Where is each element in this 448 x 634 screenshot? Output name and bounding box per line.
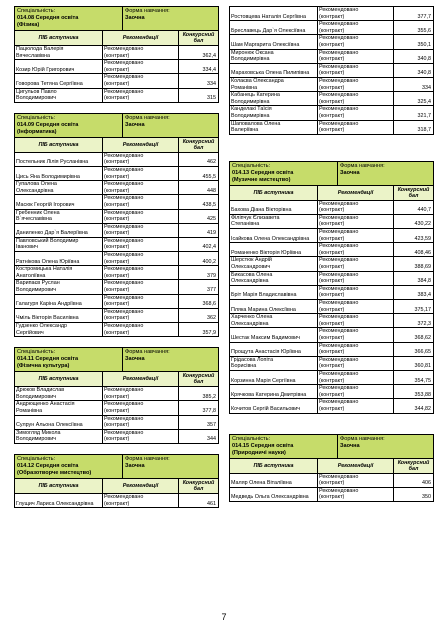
competitive-score: 419 [207, 230, 216, 237]
table-row [15, 195, 218, 209]
applicant-name: Ростовцева Наталія Сергіївна [230, 7, 318, 20]
competitive-score: 321,7 [417, 112, 431, 119]
applicant-name: Пляка Марина Олексіївна [230, 300, 318, 313]
column-header-score: Конкурсний бал [182, 373, 215, 386]
table-row [230, 300, 433, 314]
column-header-name: ПІБ вступника [15, 479, 103, 493]
study-form-label: Форма навчання: [125, 114, 170, 121]
table-row [15, 46, 218, 60]
applicant-name: Масюк Георгій Ігорович [15, 195, 103, 208]
table-row [230, 399, 433, 412]
study-form-label: Форма навчання: [125, 8, 170, 14]
applicant-name: Шам Маргарита Олексіївна [230, 35, 318, 48]
applicant-name: Романенко Вікторія Юріївна [230, 243, 318, 256]
specialty-cell [15, 348, 123, 371]
recommendation: Рекомендовано (контракт) [318, 314, 394, 327]
applicant-name: Чміль Вікторія Василівна [15, 309, 103, 322]
recommendation: Рекомендовано (контракт) [318, 357, 394, 370]
table-row [230, 106, 433, 120]
recommendation: Рекомендовано (контракт) [103, 387, 179, 400]
table-row [15, 280, 218, 294]
column-header-name: ПІБ вступника [15, 372, 103, 386]
recommendation: Рекомендовано (контракт) [103, 295, 179, 308]
table-row [230, 371, 433, 385]
table-row [15, 238, 218, 252]
table-row [230, 7, 433, 21]
competitive-score: 377,8 [202, 407, 216, 414]
applicant-name: Філіпчук Єлизавета Степанівна [230, 215, 318, 228]
admission-table [14, 113, 219, 337]
study-form-label: Форма навчання: [340, 435, 385, 442]
competitive-score: 438,5 [202, 201, 216, 208]
competitive-score: 388,69 [414, 264, 431, 271]
specialty-cell [230, 162, 338, 185]
table-row [230, 286, 433, 300]
table-header [15, 31, 218, 46]
competitive-score: 430,22 [414, 221, 431, 228]
specialty-header [15, 114, 218, 138]
table-row [230, 343, 433, 357]
table-row [230, 357, 433, 371]
recommendation: Рекомендовано (контракт) [318, 488, 394, 501]
recommendation: Рекомендовано (контракт) [318, 343, 394, 356]
applicant-name: Говорова Тетяна Сергіївна [15, 74, 103, 87]
table-row [15, 60, 218, 74]
column-header-recommendation: Рекомендації [318, 459, 394, 473]
recommendation: Рекомендовано (контракт) [103, 195, 179, 208]
column-header-score: Конкурсний бал [397, 186, 430, 199]
competitive-score: 377 [207, 287, 216, 294]
recommendation: Рекомендовано (контракт) [103, 181, 179, 194]
study-form-label: Форма навчання: [125, 455, 170, 462]
table-row [230, 35, 433, 49]
competitive-score: 334,4 [202, 66, 216, 73]
competitive-score: 355,6 [417, 27, 431, 34]
study-form-cell [123, 455, 218, 478]
recommendation: Рекомендовано (контракт) [318, 106, 394, 119]
applicant-name: Прощута Анастасія Юріївна [230, 343, 318, 356]
applicant-name: Гребенник Олена В`ячеславівна [15, 210, 103, 223]
study-form-label: Форма навчання: [125, 349, 170, 356]
recommendation: Рекомендовано (контракт) [318, 7, 394, 20]
recommendation: Рекомендовано (контракт) [318, 385, 394, 398]
admission-table [229, 6, 434, 135]
recommendation: Рекомендовано (контракт) [318, 121, 394, 134]
competitive-score: 318,7 [417, 127, 431, 134]
applicant-name: Ратнікова Олена Юріївна [15, 252, 103, 265]
table-row [15, 323, 218, 336]
applicant-name: Шерстюк Андрій Олександрович [230, 257, 318, 270]
recommendation: Рекомендовано (контракт) [318, 92, 394, 105]
applicant-name: Шаповалова Олена Валеріївна [230, 121, 318, 134]
recommendation: Рекомендовано (контракт) [103, 224, 179, 237]
specialty-label: Спеціальність: [17, 8, 56, 14]
table-row [15, 295, 218, 309]
table-row [15, 181, 218, 195]
table-row [230, 215, 433, 229]
recommendation: Рекомендовано (контракт) [103, 430, 179, 443]
competitive-score: 425 [207, 216, 216, 223]
column-header-recommendation: Рекомендації [318, 186, 394, 200]
specialty-label: Спеціальність: [232, 435, 271, 442]
table-row [230, 488, 433, 501]
table-header [15, 479, 218, 494]
applicant-name: Кочитов Сергій Васильович [230, 399, 318, 412]
recommendation: Рекомендовано (контракт) [318, 328, 394, 341]
applicant-name: Медведь Ольга Олександрівна [230, 488, 318, 501]
recommendation: Рекомендовано (контракт) [103, 309, 179, 322]
competitive-score: 383,4 [417, 292, 431, 299]
table-row [230, 257, 433, 271]
column-header-name: ПІБ вступника [230, 459, 318, 473]
specialty-label: Спеціальність: [232, 162, 271, 169]
competitive-score: 344,82 [414, 405, 431, 412]
recommendation: Рекомендовано (контракт) [318, 272, 394, 285]
competitive-score: 350,1 [417, 41, 431, 48]
recommendation: Рекомендовано (контракт) [103, 280, 179, 293]
specialty-name: (Музичне мистецтво) [232, 176, 291, 183]
recommendation: Рекомендовано (контракт) [103, 238, 179, 251]
study-form-label: Форма навчання: [340, 162, 385, 169]
competitive-score: 440,7 [417, 207, 431, 214]
specialty-name: (Образотворче мистецтво) [17, 469, 92, 476]
applicant-name: Цись Яна Володимирівна [15, 167, 103, 180]
applicant-name: Мараховська Олена Пилипівна [230, 64, 318, 77]
table-row [15, 401, 218, 415]
recommendation: Рекомендовано (контракт) [103, 494, 179, 507]
specialty-name: 014.12 Середня освіта [17, 462, 79, 469]
specialty-name: (Природничі науки) [232, 449, 286, 456]
applicant-name: Кабанець Катерина Володимирівна [230, 92, 318, 105]
left-column [14, 6, 219, 518]
applicant-name: Павловський Володимир Іванович [15, 238, 103, 251]
specialty-header [230, 435, 433, 459]
column-header-recommendation: Рекомендації [103, 479, 179, 493]
applicant-name: Варипаєв Руслан Володимирович [15, 280, 103, 293]
table-row [15, 210, 218, 224]
specialty-name: (Фізика) [17, 22, 40, 28]
table-row [15, 266, 218, 280]
table-header [230, 186, 433, 201]
specialty-header [15, 455, 218, 479]
table-row [230, 229, 433, 243]
competitive-score: 353,88 [414, 391, 431, 398]
study-form-value: Заочна [340, 442, 360, 449]
applicant-name: Цигульов Павло Володимирович [15, 89, 103, 102]
applicant-name: Глущич Лариса Олександрівна [15, 494, 103, 507]
competitive-score: 344 [207, 436, 216, 443]
applicant-name: Корзинна Марія Сергіївна [230, 371, 318, 384]
table-row [230, 385, 433, 399]
competitive-score: 362,4 [202, 52, 216, 59]
table-row [230, 243, 433, 257]
competitive-score: 384,8 [417, 278, 431, 285]
competitive-score: 368,62 [414, 334, 431, 341]
competitive-score: 462 [207, 159, 216, 166]
recommendation: Рекомендовано (контракт) [103, 323, 179, 336]
table-row [230, 121, 433, 134]
specialty-label: Спеціальність: [17, 114, 56, 121]
applicant-name: Пацюлода Валерія Вячеславівна [15, 46, 103, 59]
table-row [15, 309, 218, 323]
recommendation: Рекомендовано (контракт) [318, 229, 394, 242]
column-header-recommendation: Рекомендації [103, 31, 179, 45]
recommendation: Рекомендовано (контракт) [318, 78, 394, 91]
specialty-cell [230, 435, 338, 458]
applicant-name: Бахова Діана Вікторівна [230, 201, 318, 214]
admission-table [229, 161, 434, 414]
applicant-name: Шестак Максим Вадимович [230, 328, 318, 341]
competitive-score: 400,2 [202, 258, 216, 265]
competitive-score: 366,65 [414, 349, 431, 356]
applicant-name: Ісайкова Олена Олександрівна [230, 229, 318, 242]
applicant-name: Галагуря Каріна Андріївна [15, 295, 103, 308]
applicant-name: Дрюков Владислав Володимирович [15, 387, 103, 400]
study-form-cell [338, 162, 433, 185]
competitive-score: 362 [207, 315, 216, 322]
applicant-name: Козир Юрій Григорович [15, 60, 103, 73]
specialty-name: (Інформатика) [17, 128, 57, 135]
recommendation: Рекомендовано (контракт) [103, 74, 179, 87]
applicant-name: Бреславець Дар`я Олексіївна [230, 21, 318, 34]
recommendation: Рекомендовано (контракт) [318, 286, 394, 299]
specialty-name: 014.11 Середня освіта [17, 356, 79, 363]
specialty-header [230, 162, 433, 186]
specialty-name: (Фізична культура) [17, 363, 70, 370]
study-form-cell [123, 348, 218, 371]
recommendation: Рекомендовано (контракт) [318, 64, 394, 77]
table-row [230, 78, 433, 92]
table-row [230, 21, 433, 35]
competitive-score: 455,5 [202, 173, 216, 180]
table-row [15, 252, 218, 266]
recommendation: Рекомендовано (контракт) [103, 266, 179, 279]
study-form-value: Заочна [125, 121, 145, 128]
table-header [15, 138, 218, 153]
applicant-name: Андрющенко Анастасія Романівна [15, 401, 103, 414]
study-form-value: Заочна [125, 462, 145, 469]
column-header-recommendation: Рекомендації [103, 372, 179, 386]
study-form-cell [338, 435, 433, 458]
competitive-score: 377,7 [417, 13, 431, 20]
recommendation: Рекомендовано (контракт) [318, 371, 394, 384]
column-header-name: ПІБ вступника [15, 31, 103, 45]
competitive-score: 402,4 [202, 244, 216, 251]
applicant-name: Грідасова Лопіта Борисівна [230, 357, 318, 370]
table-header [230, 459, 433, 474]
study-form-cell [123, 114, 218, 137]
competitive-score: 334 [207, 80, 216, 87]
applicant-name: Даниленко Дар`я Валеріївна [15, 224, 103, 237]
table-row [15, 430, 218, 443]
admission-table [229, 434, 434, 502]
table-row [15, 387, 218, 401]
specialty-cell [15, 455, 123, 478]
table-row [15, 416, 218, 430]
recommendation: Рекомендовано (контракт) [318, 50, 394, 63]
column-header-score: Конкурсний бал [182, 138, 215, 151]
right-column [229, 6, 434, 512]
applicant-name: Гудзенко Олександр Сергійович [15, 323, 103, 336]
page-number: 7 [221, 612, 227, 622]
column-header-score: Конкурсний бал [397, 459, 430, 472]
table-row [15, 167, 218, 181]
applicant-name: Колаєва Олександра Романівна [230, 78, 318, 91]
recommendation: Рекомендовано (контракт) [103, 89, 179, 102]
recommendation: Рекомендовано (контракт) [318, 300, 394, 313]
specialty-cell [15, 114, 123, 137]
recommendation: Рекомендовано (контракт) [103, 252, 179, 265]
specialty-label: Спеціальність: [17, 349, 56, 356]
table-row [15, 74, 218, 88]
study-form-value: Заочна [125, 15, 145, 21]
specialty-header [15, 348, 218, 372]
column-header-score: Конкурсний бал [182, 479, 215, 492]
competitive-score: 354,75 [414, 377, 431, 384]
column-header-name: ПІБ вступника [15, 138, 103, 152]
table-row [15, 224, 218, 238]
column-header-recommendation: Рекомендації [103, 138, 179, 152]
study-form-value: Заочна [125, 356, 145, 363]
applicant-name: Гупалова Олена Олександрівна [15, 181, 103, 194]
table-row [230, 474, 433, 488]
table-row [15, 89, 218, 102]
competitive-score: 368,6 [202, 301, 216, 308]
recommendation: Рекомендовано (контракт) [103, 210, 179, 223]
specialty-label: Спеціальність: [17, 455, 56, 462]
applicant-name: Канделакі Таїсія Володимирівна [230, 106, 318, 119]
specialty-name: 014.13 Середня освіта [232, 169, 294, 176]
admission-table [14, 6, 219, 103]
competitive-score: 340,8 [417, 56, 431, 63]
recommendation: Рекомендовано (контракт) [318, 35, 394, 48]
competitive-score: 461 [207, 500, 216, 507]
recommendation: Рекомендовано (контракт) [103, 416, 179, 429]
table-row [230, 201, 433, 215]
specialty-cell [15, 7, 123, 30]
recommendation: Рекомендовано (контракт) [318, 474, 394, 487]
competitive-score: 406 [422, 480, 431, 487]
specialty-header [15, 7, 218, 31]
applicant-name: Зимогляд Микола Володимирович [15, 430, 103, 443]
applicant-name: Постельник Лілія Русланівна [15, 153, 103, 166]
study-form-value: Заочна [340, 169, 360, 176]
competitive-score: 408,46 [414, 249, 431, 256]
competitive-score: 340,8 [417, 70, 431, 77]
competitive-score: 315 [207, 95, 216, 102]
specialty-name: 014.15 Середня освіта [232, 442, 294, 449]
admission-table [14, 454, 219, 508]
applicant-name: Костромицька Наталія Анатоліївна [15, 266, 103, 279]
applicant-name: Миронюк Оксана Володимирівна [230, 50, 318, 63]
competitive-score: 360,81 [414, 363, 431, 370]
applicant-name: Бріт Марія Владиславівна [230, 286, 318, 299]
study-form-cell [123, 7, 218, 30]
applicant-name: Сулрун Альона Олексіївна [15, 416, 103, 429]
applicant-name: Маляр Олена Віталіївна [230, 474, 318, 487]
recommendation: Рекомендовано (контракт) [318, 257, 394, 270]
competitive-score: 379 [207, 272, 216, 279]
competitive-score: 385,2 [202, 393, 216, 400]
recommendation: Рекомендовано (контракт) [318, 399, 394, 412]
table-row [230, 92, 433, 106]
table-row [15, 153, 218, 167]
recommendation: Рекомендовано (контракт) [318, 215, 394, 228]
competitive-score: 357,9 [202, 329, 216, 336]
applicant-name: Бикасова Олена Олександрівна [230, 272, 318, 285]
specialty-name: 014.09 Середня освіта [17, 121, 79, 128]
recommendation: Рекомендовано (контракт) [318, 21, 394, 34]
competitive-score: 372,3 [417, 320, 431, 327]
table-row [230, 314, 433, 328]
column-header-name: ПІБ вступника [230, 186, 318, 200]
applicant-name: Харченко Олена Олександрівна [230, 314, 318, 327]
table-row [230, 328, 433, 342]
column-header-score: Конкурсний бал [182, 32, 215, 44]
recommendation: Рекомендовано (контракт) [103, 60, 179, 73]
table-row [15, 494, 218, 507]
specialty-name: 014.08 Середня освіта [17, 15, 79, 21]
competitive-score: 325,4 [417, 98, 431, 105]
recommendation: Рекомендовано (контракт) [103, 401, 179, 414]
applicant-name: Крячкова Катерина Дмитрівна [230, 385, 318, 398]
table-row [230, 272, 433, 286]
recommendation: Рекомендовано (контракт) [103, 167, 179, 180]
competitive-score: 375,17 [414, 306, 431, 313]
recommendation: Рекомендовано (контракт) [318, 201, 394, 214]
table-header [15, 372, 218, 387]
table-row [230, 50, 433, 64]
competitive-score: 350 [422, 494, 431, 501]
recommendation: Рекомендовано (контракт) [318, 243, 394, 256]
competitive-score: 357 [207, 422, 216, 429]
competitive-score: 423,59 [414, 235, 431, 242]
competitive-score: 448 [207, 187, 216, 194]
admission-table [14, 347, 219, 444]
table-row [230, 64, 433, 78]
recommendation: Рекомендовано (контракт) [103, 153, 179, 166]
recommendation: Рекомендовано (контракт) [103, 46, 179, 59]
competitive-score: 334 [422, 84, 431, 91]
